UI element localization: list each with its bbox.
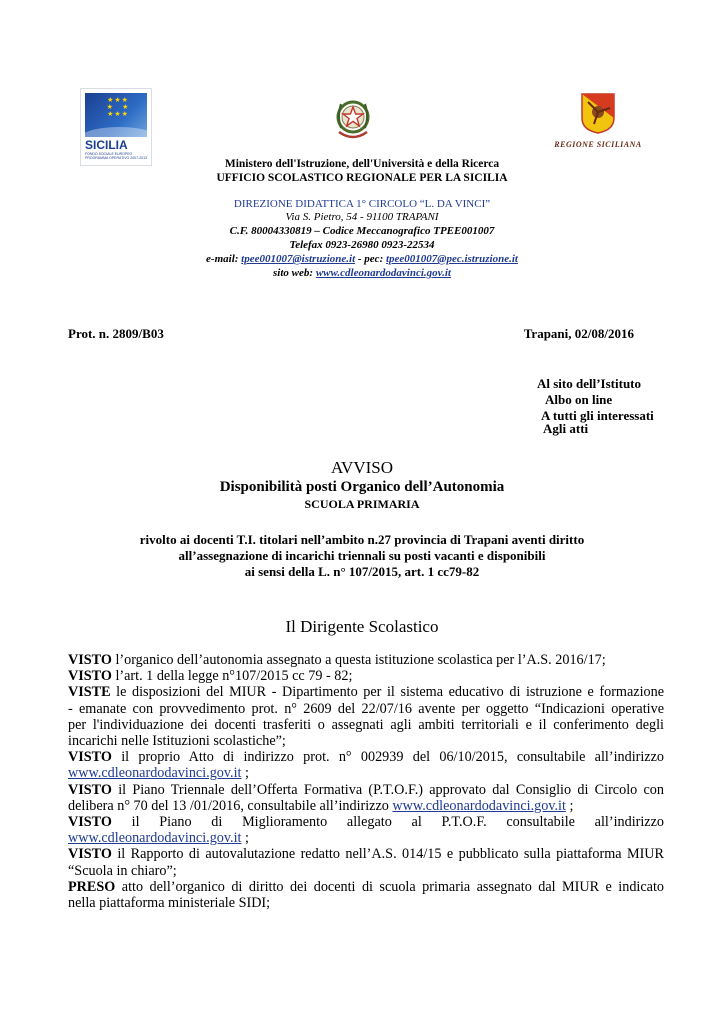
recipient-item: A tutti gli interessati xyxy=(541,408,654,423)
clause-visto-legge: VISTO l’art. 1 della legge n°107/2015 cc 79 - 82; xyxy=(68,668,353,685)
clause-visto-ptof: VISTO il Piano Triennale dell’Offerta Formativa (P.T.O.F.) approvato dal Consiglio di Circolo con delibera n° 70 del 13 /01/2016, consultabile all’indirizzo www.cdleonardodavinci.gov.it ; xyxy=(68,781,664,814)
pec-link[interactable]: tpee001007@pec.istruzione.it xyxy=(385,253,518,265)
preamble-clauses xyxy=(68,652,664,911)
recipient-item: Albo on line xyxy=(545,392,613,407)
school-type: SCUOLA PRIMARIA xyxy=(304,497,420,511)
dirigente-heading: Il Dirigente Scolastico xyxy=(285,617,439,636)
recipient-item: Al sito dell’Istituto xyxy=(537,376,641,391)
pec-label: - pec: xyxy=(357,253,384,265)
clause-keyword: VISTO xyxy=(68,652,112,668)
italian-republic-emblem-icon xyxy=(333,96,373,142)
notice-title: AVVISO xyxy=(330,458,394,477)
eu-flag-icon: ★★★ ★ ★ ★★★ xyxy=(85,93,147,137)
protocol-number: Prot. n. 2809/B03 xyxy=(68,326,164,341)
notice-addressees xyxy=(0,532,724,580)
ministry-name: Ministero dell'Istruzione, dell'Università e della Ricerca xyxy=(224,158,500,170)
clause-visto-miglioramento: VISTO il Piano di Miglioramento allegato al P.T.O.F. consultabile all’indirizzo www.cdleonardodavinci.gov.it ; xyxy=(68,814,664,847)
web-label: sito web: xyxy=(273,267,314,279)
email-link[interactable]: tpee001007@istruzione.it xyxy=(241,253,356,265)
addressee-line: all’assegnazione di incarichi triennali su posti vacanti e disponibili xyxy=(178,548,546,563)
website-link[interactable]: www.cdleonardodavinci.gov.it xyxy=(392,797,566,814)
eu-logo-label: SICILIA xyxy=(85,138,128,152)
clause-keyword: VISTO xyxy=(68,846,112,863)
eu-sicilia-logo xyxy=(80,88,152,166)
recipient-item: Agli atti xyxy=(543,421,589,436)
clause-visto-organico: VISTO l’organico dell’autonomia assegnato a questa istituzione scolastica per l’A.S. 2016/17; xyxy=(68,652,606,668)
telefax: Telefax 0923-26980 0923-22534 xyxy=(289,239,435,251)
regional-office: UFFICIO SCOLASTICO REGIONALE PER LA SICILIA xyxy=(216,172,508,184)
clause-visto-rapporto: VISTO il Rapporto di autovalutazione redatto nell’A.S. 014/15 e pubblicato sulla piattaforma MIUR “Scuola in chiaro”; xyxy=(68,846,664,879)
school-name: DIREZIONE DIDATTICA 1° CIRCOLO “L. DA VINCI” xyxy=(233,198,491,210)
clause-keyword: VISTO xyxy=(68,668,112,685)
addressee-line: rivolto ai docenti T.I. titolari nell’ambito n.27 provincia di Trapani aventi diritto xyxy=(139,532,585,547)
clause-keyword: VISTO xyxy=(68,781,112,798)
clause-keyword: VISTO xyxy=(68,814,112,831)
school-address: Via S. Pietro, 54 - 91100 TRAPANI xyxy=(285,211,439,223)
eu-logo-caption: FONDO SOCIALE EUROPEO PROGRAMMA OPERATIVO 2007-2013 xyxy=(85,152,147,160)
document-date: Trapani, 02/08/2016 xyxy=(523,326,634,341)
website-link[interactable]: www.cdleonardodavinci.gov.it xyxy=(68,830,242,847)
email-label: e-mail: xyxy=(206,253,239,265)
notice-subtitle: Disponibilità posti Organico dell’Autonomia xyxy=(219,479,505,495)
clause-preso-atto: PRESO atto dell’organico di diritto dei docenti di scuola primaria assegnato dal MIUR e indicato nella piattaforma ministeriale SIDI; xyxy=(68,878,664,912)
clause-keyword: PRESO xyxy=(68,878,116,895)
regione-siciliana-logo-icon xyxy=(578,92,618,134)
clause-keyword: VISTO xyxy=(68,749,112,766)
website-link[interactable]: www.cdleonardodavinci.gov.it xyxy=(68,765,242,782)
clause-viste-disposizioni: VISTE le disposizioni del MIUR - Dipartimento per il sistema educativo di istruzione e formazione - emanate con provvedimento prot. n° 2609 del 22/07/16 avente per oggetto “Indicazioni operative per l'individuazione dei docenti trasferiti o assegnati agli ambiti territoriali e il conferimento degli incarichi nelle Istituzioni scolastiche”; xyxy=(68,684,664,750)
clause-visto-atto-indirizzo: VISTO il proprio Atto di indirizzo prot. n° 002939 del 06/10/2015, consultabile all’indirizzo www.cdleonardodavinci.gov.it ; xyxy=(68,749,664,782)
fiscal-code: C.F. 80004330819 – Codice Meccanografico TPEE001007 xyxy=(229,225,495,237)
addressee-line: ai sensi della L. n° 107/2015, art. 1 cc79-82 xyxy=(244,564,480,579)
clause-keyword: VISTE xyxy=(68,684,111,701)
region-caption: REGIONE SICILIANA xyxy=(554,140,642,149)
website-line xyxy=(0,267,724,280)
email-line xyxy=(0,253,724,266)
website-link[interactable]: www.cdleonardodavinci.gov.it xyxy=(315,267,451,279)
